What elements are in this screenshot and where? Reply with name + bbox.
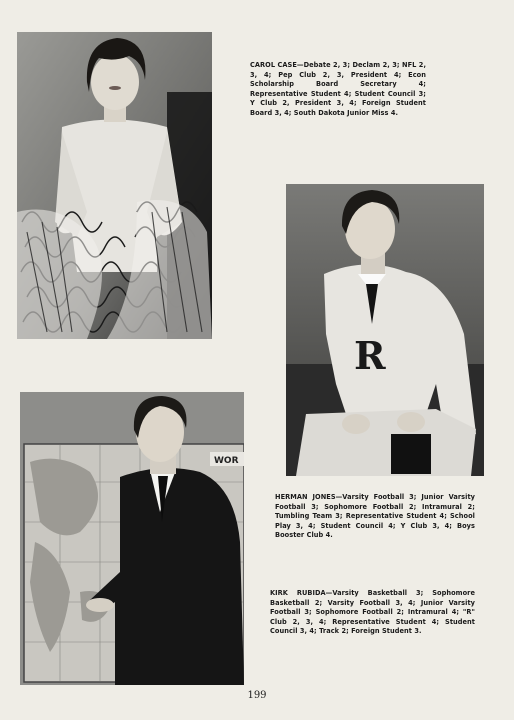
student-activities: Debate 2, 3; Declam 2, 3; NFL 2, 3, 4; Pep Club 2, 3, President 4; Econ Scholarship Board Secretary 4; Representative Student 4; Student Council 3; Y Club 2, President 3, 4; Foreign Student Board 3, 4; South Dakota Junior Miss 4. — [250, 61, 427, 117]
page-number: 199 — [247, 690, 267, 701]
student-name: CAROL CASE — [250, 61, 297, 69]
student-activities: Varsity Football 3; Junior Varsity Football 3; Sophomore Football 2; Intramural 2; Tumbling Team 3; Representative Student 4; School Play 3, 4; Student Council 4; Y Club 3, 4; Boys Booster Club 4. — [275, 493, 475, 540]
portrait-photo-carol-case — [17, 32, 212, 339]
map-label: WOR — [214, 456, 239, 466]
sweater-letter: R — [354, 333, 386, 378]
portrait-photo-kirk-rubida — [20, 392, 244, 685]
portrait-photo-herman-jones — [286, 184, 484, 476]
caption-carol-case: CAROL CASE—Debate 2, 3; Declam 2, 3; NFL 2, 3, 4; Pep Club 2, 3, President 4; Econ Scholarship Board Secretary 4; Representative Student 4; Student Council 3; Y Club 2, President 3, 4; Foreign Student Board 3, 4; South Dakota Junior Miss 4. — [250, 61, 427, 117]
student-name: HERMAN JONES — [275, 493, 336, 501]
caption-herman-jones: HERMAN JONES—Varsity Football 3; Junior Varsity Football 3; Sophomore Football 2; Intramural 2; Tumbling Team 3; Representative Student 4; School Play 3, 4; Student Council 4; Y Club 3, 4; Boys Booster Club 4. — [275, 493, 475, 540]
student-name: KIRK RUBIDA — [270, 589, 326, 597]
student-activities: Varsity Basketball 3; Sophomore Basketball 2; Varsity Football 3, 4; Junior Varsity Football 3; Sophomore Football 2; Intramural 4; "R" Club 2, 3, 4; Representative Student 4; Student Council 3, 4; Track 2; Foreign Student 3. — [270, 589, 475, 636]
caption-kirk-rubida: KIRK RUBIDA—Varsity Basketball 3; Sophomore Basketball 2; Varsity Football 3, 4; Junior Varsity Football 3; Sophomore Football 2; Intramural 4; "R" Club 2, 3, 4; Representative Student 4; Student Council 3, 4; Track 2; Foreign Student 3. — [270, 589, 475, 636]
